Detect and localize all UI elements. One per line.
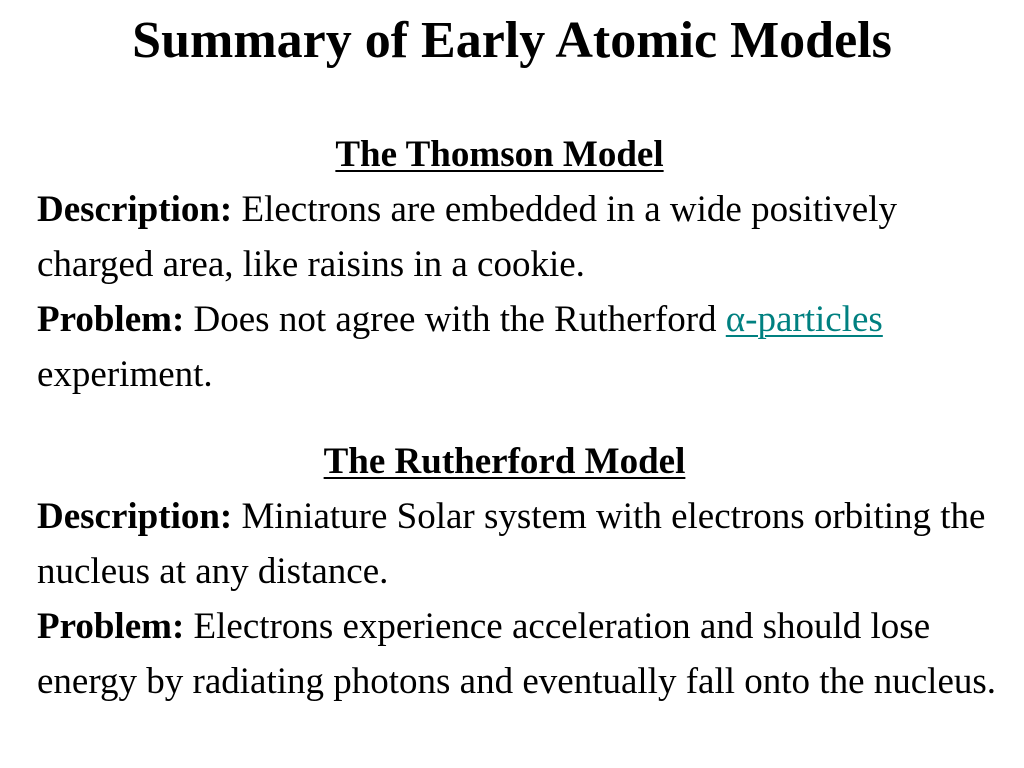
thomson-problem: [37, 292, 997, 402]
rutherford-heading: The Rutherford Model: [323, 441, 686, 482]
rutherford-problem-label: Problem:: [37, 606, 185, 647]
thomson-problem-label: Problem:: [37, 299, 185, 340]
rutherford-section: [37, 434, 997, 709]
thomson-description: [37, 182, 997, 292]
rutherford-description-text: Miniature Solar system with electrons orbiting the nucleus at any distance.: [37, 496, 986, 592]
thomson-description-text: Electrons are embedded in a wide positively charged area, like raisins in a cookie.: [37, 189, 898, 285]
rutherford-description: [37, 489, 997, 599]
thomson-problem-text-end: experiment.: [37, 354, 213, 395]
thomson-heading: The Thomson Model: [335, 134, 664, 175]
alpha-particles-link[interactable]: α-particles: [725, 299, 883, 340]
thomson-problem-text: Does not agree with the Rutherford: [184, 299, 726, 340]
thomson-section: [37, 127, 997, 402]
thomson-description-label: Description:: [37, 189, 233, 230]
page-title: Summary of Early Atomic Models: [132, 12, 892, 69]
rutherford-problem: [37, 599, 997, 709]
rutherford-problem-text: Electrons experience acceleration and should lose energy by radiating photons and eventually fall onto the nucleus.: [37, 606, 997, 702]
rutherford-description-label: Description:: [37, 496, 233, 537]
